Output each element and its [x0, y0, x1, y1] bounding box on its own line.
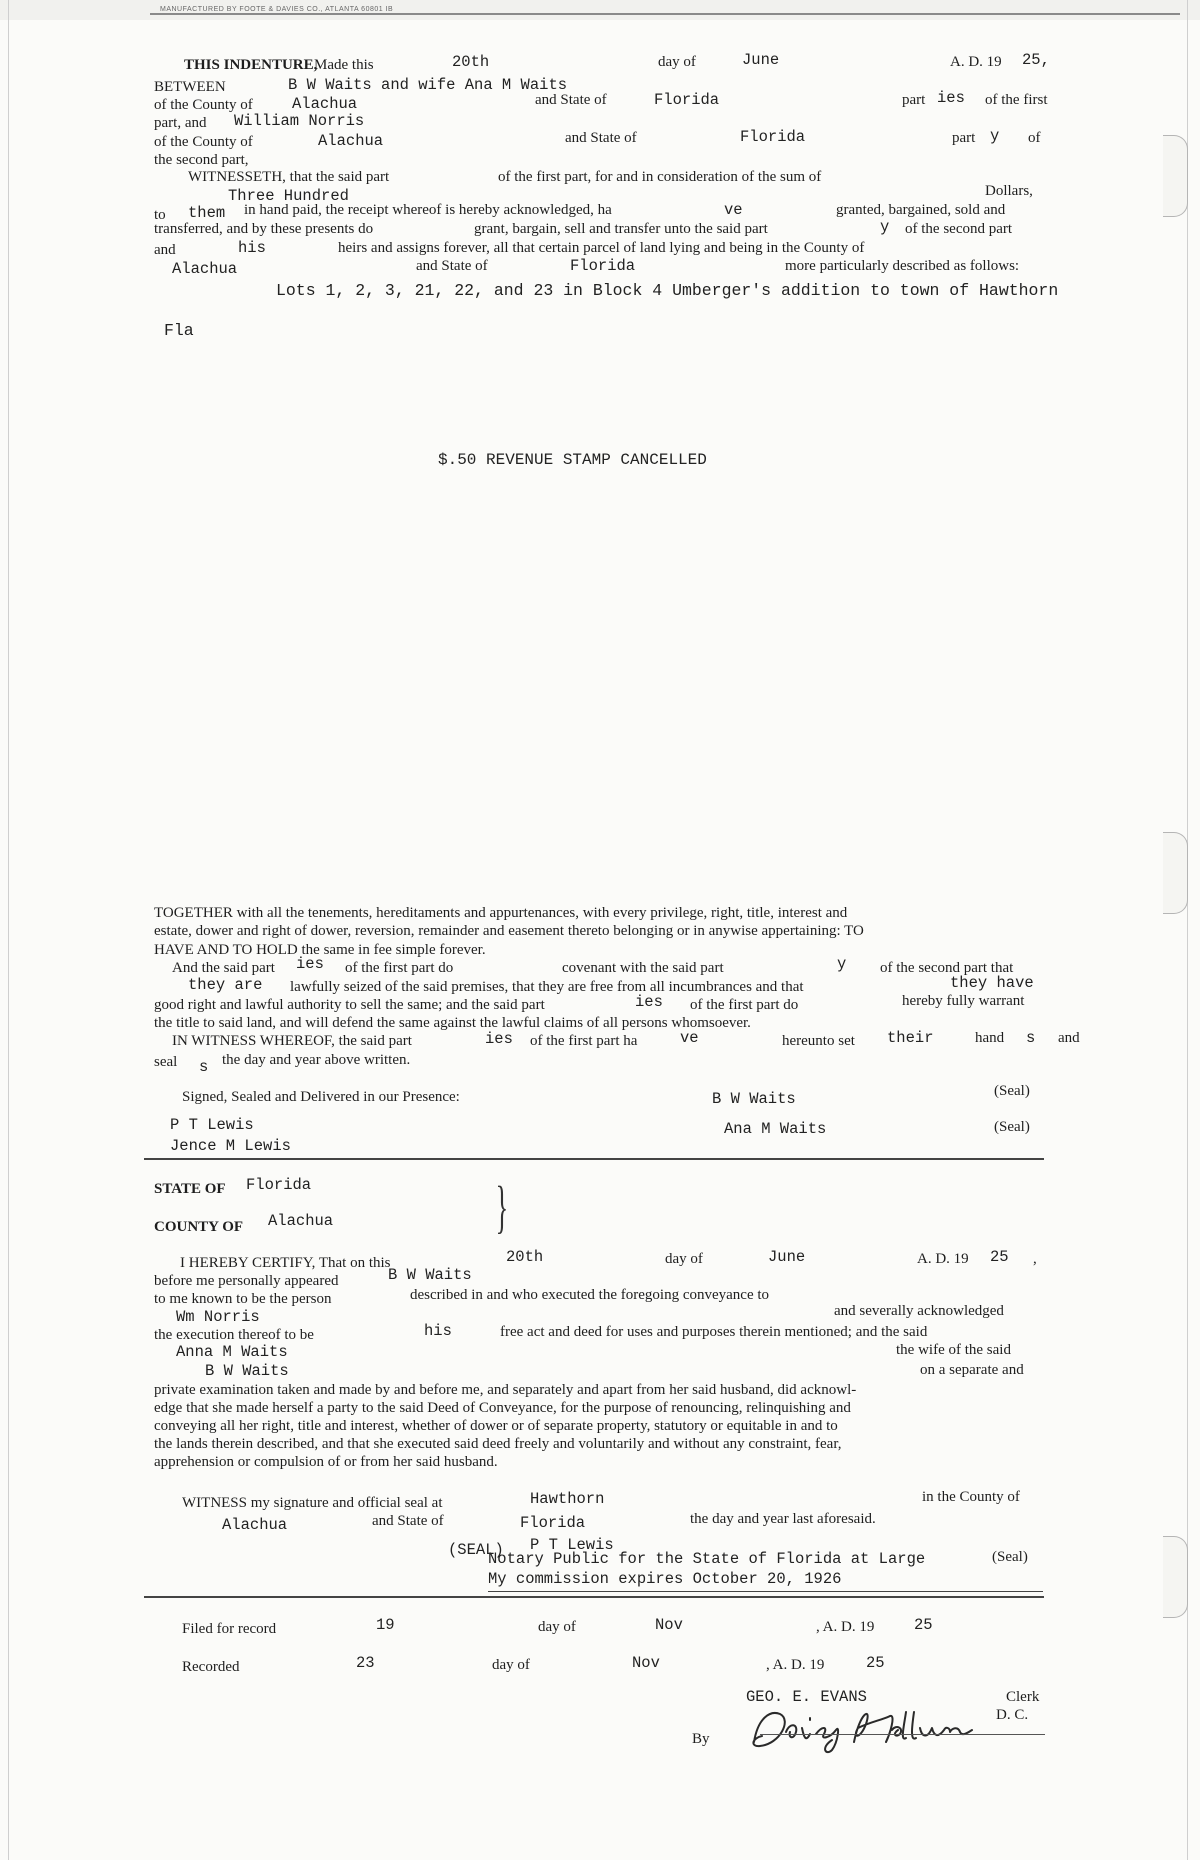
covenant-c: covenant with the said part: [562, 960, 724, 976]
ve-text: ve: [724, 201, 743, 219]
party-suffix-y: y: [990, 127, 1000, 145]
deed-year: 25,: [1022, 51, 1050, 69]
recorded-day-of: day of: [492, 1657, 530, 1673]
seal-mark: (SEAL): [448, 1541, 504, 1559]
second-part-text-2: of the second part: [905, 221, 1013, 237]
witness-whereof-a: IN WITNESS WHEREOF, the said part: [172, 1033, 412, 1049]
ack-para-5: apprehension or compulsion of or from her said husband.: [154, 1454, 498, 1470]
execution-text: the execution thereof to be: [154, 1327, 314, 1343]
ack-para-4: the lands therein described, and that she executed said deed freely and voluntarily and without any constraint, fear,: [154, 1436, 842, 1452]
and-label: and: [154, 242, 176, 258]
good-right-text: good right and lawful authority to sell the same; and the said part: [154, 997, 545, 1013]
recorded-day: 23: [356, 1654, 375, 1672]
filed-year: 25: [914, 1616, 933, 1634]
signature-line: [760, 1734, 1045, 1735]
witness-county: Alachua: [222, 1516, 288, 1534]
by-label: By: [692, 1731, 710, 1747]
granted-text: granted, bargained, sold and: [836, 202, 1006, 218]
witness-seal-text: WITNESS my signature and official seal at: [182, 1495, 443, 1511]
executed-text: described in and who executed the foregoing conveyance to: [410, 1287, 770, 1303]
grantor-names: B W Waits and wife Ana M Waits: [288, 76, 568, 94]
ack-month: June: [768, 1248, 806, 1266]
free-act-text: free act and deed for uses and purposes therein mentioned; and the said: [500, 1324, 928, 1340]
habendum-line-1: TOGETHER with all the tenements, hereditaments and appurtenances, with every privilege, right, title, interest and: [154, 905, 848, 921]
his-text: his: [238, 239, 266, 257]
habendum-line-2: estate, dower and right of dower, reversion, remainder and easement thereto belonging or in anywise appertaining: TO: [154, 923, 864, 939]
section-divider: [144, 1158, 1044, 1160]
clerk-name: GEO. E. EVANS: [746, 1688, 867, 1706]
seal-label-2: (Seal): [994, 1119, 1030, 1135]
severally-text: and severally acknowledged: [834, 1303, 1004, 1319]
witnesseth-text: WITNESSETH, that the said part: [188, 169, 390, 185]
filed-label: Filed for record: [182, 1621, 277, 1637]
notary-seal-label: (Seal): [992, 1549, 1028, 1565]
recording-divider: [144, 1596, 1044, 1598]
signed-sealed-label: Signed, Sealed and Delivered in our Presence:: [182, 1089, 460, 1105]
y-text: y: [880, 218, 890, 236]
covenant-y: y: [837, 955, 847, 973]
state-of-label-3: and State of: [416, 258, 488, 274]
ack-year: 25: [990, 1248, 1009, 1266]
good-right-b: of the first part do: [690, 997, 799, 1013]
filed-month: Nov: [655, 1616, 683, 1634]
legal-description-cont: Fla: [164, 321, 194, 340]
deed-day: 20th: [452, 53, 490, 71]
ack-para-1: private examination taken and made by and before me, and separately and apart from her said husband, did acknowl-: [154, 1382, 857, 1398]
notary-underline: [488, 1591, 1043, 1592]
consideration-text: of the first part, for and in consideration of the sum of: [498, 169, 822, 185]
witness-whereof-c: hereunto set: [782, 1033, 855, 1049]
witness-state-of: and State of: [372, 1513, 444, 1529]
land-state: Florida: [570, 257, 636, 275]
witness-whereof-and: and: [1058, 1030, 1080, 1046]
signer-2: Ana M Waits: [724, 1120, 827, 1138]
binder-hole-icon: [1163, 135, 1188, 217]
covenant-d: of the second part that: [880, 960, 1014, 976]
ad-19-label: A. D. 19: [950, 54, 1002, 70]
legal-description: Lots 1, 2, 3, 21, 22, and 23 in Block 4 Umberger's addition to town of Hawthorn: [276, 281, 1059, 300]
defend-text: the title to said land, and will defend the same against the lawful claims of all persons whomsoever.: [154, 1015, 751, 1031]
clerk-label: Clerk: [1006, 1689, 1040, 1705]
recorded-month: Nov: [632, 1654, 660, 1672]
ack-day: 20th: [506, 1248, 544, 1266]
before-me-text: before me personally appeared: [154, 1273, 339, 1289]
good-right-ies: ies: [635, 993, 663, 1011]
notary-title: Notary Public for the State of Florida at Large: [488, 1550, 926, 1568]
state-of-label-2: and State of: [565, 130, 637, 146]
them-text: them: [188, 204, 226, 222]
receipt-text: in hand paid, the receipt whereof is hereby acknowledged, ha: [244, 202, 612, 218]
manufacturer-imprint: MANUFACTURED BY FOOTE & DAVIES CO., ATLANTA 60801 IB: [160, 6, 394, 13]
wife-name: Anna M Waits: [176, 1343, 288, 1361]
they-are-text: they are: [188, 976, 263, 994]
grantor-state: Florida: [654, 91, 720, 109]
signature-scribble-icon: [740, 1698, 1040, 1758]
witness-state: Florida: [520, 1514, 586, 1532]
deputy-clerk-signature: [740, 1698, 1040, 1763]
seal-s: s: [199, 1058, 209, 1076]
state-of-label: and State of: [535, 92, 607, 108]
ack-ad-19: A. D. 19: [917, 1251, 969, 1267]
ack-his: his: [424, 1322, 452, 1340]
they-have-text: they have: [950, 974, 1034, 992]
binder-hole-icon: [1163, 1536, 1188, 1618]
certify-text: I HEREBY CERTIFY, That on this: [180, 1255, 391, 1271]
husband-name: B W Waits: [205, 1362, 289, 1380]
ack-day-of: day of: [665, 1251, 703, 1267]
made-this-label: Made this: [314, 57, 374, 73]
commission-text: My commission expires October 20, 1926: [488, 1570, 842, 1588]
wife-of-text: the wife of the said: [896, 1342, 1011, 1358]
part-and-label: part, and: [154, 115, 207, 131]
recorded-year: 25: [866, 1654, 885, 1672]
deed-month: June: [742, 51, 780, 69]
seized-text: lawfully seized of the said premises, that they are free from all incumbrances and that: [290, 979, 804, 995]
witness-whereof-hand: hand: [975, 1030, 1005, 1046]
left-margin-line: [8, 0, 9, 1860]
witness-whereof-their: their: [887, 1029, 934, 1047]
consideration-amount: Three Hundred: [228, 187, 349, 205]
ack-state: Florida: [246, 1176, 312, 1194]
filed-ad-19: , A. D. 19: [816, 1619, 875, 1635]
of-label: of: [1028, 130, 1041, 146]
county-of-label-2: of the County of: [154, 134, 253, 150]
witness-whereof-ies: ies: [485, 1030, 513, 1048]
second-part-label: the second part,: [154, 152, 249, 168]
appeared-name: B W Waits: [388, 1266, 472, 1284]
habendum-line-3: HAVE AND TO HOLD the same in fee simple forever.: [154, 942, 486, 958]
witness-whereof-s: s: [1026, 1029, 1036, 1047]
indenture-title: THIS INDENTURE,: [184, 57, 318, 73]
transferred-text: transferred, and by these presents do: [154, 221, 374, 237]
part-label: part: [902, 92, 926, 108]
binder-hole-icon: [1163, 832, 1188, 914]
seal-label: seal: [154, 1054, 178, 1070]
warrant-text: hereby fully warrant: [902, 993, 1025, 1009]
witness-1: P T Lewis: [170, 1116, 254, 1134]
state-of-label: STATE OF: [154, 1181, 226, 1197]
of-the-first-label: of the first: [985, 92, 1048, 108]
dollars-label: Dollars,: [985, 183, 1033, 199]
covenant-a: And the said part: [172, 960, 275, 976]
party-suffix-ies: ies: [937, 89, 965, 107]
in-county-of-text: in the County of: [922, 1489, 1020, 1505]
filed-day-of: day of: [538, 1619, 576, 1635]
grantee-state: Florida: [740, 128, 806, 146]
seal-label-1: (Seal): [994, 1083, 1030, 1099]
to-label: to: [154, 207, 166, 223]
between-label: BETWEEN: [154, 79, 226, 95]
day-of-label: day of: [658, 54, 696, 70]
page-top-strip: [0, 0, 1200, 20]
recorded-label: Recorded: [182, 1659, 240, 1675]
grantor-county: Alachua: [292, 95, 358, 113]
top-rule: [150, 13, 1180, 15]
day-year-last-text: the day and year last aforesaid.: [690, 1511, 876, 1527]
county-of-label: of the County of: [154, 97, 253, 113]
part-label-2: part: [952, 130, 976, 146]
witness-whereof-b: of the first part ha: [530, 1033, 638, 1049]
place-name: Hawthorn: [530, 1490, 605, 1508]
covenant-ies: ies: [296, 955, 324, 973]
grantee-county: Alachua: [318, 132, 384, 150]
county-of-label-ack: COUNTY OF: [154, 1219, 244, 1235]
signer-1: B W Waits: [712, 1090, 796, 1108]
ack-county: Alachua: [268, 1212, 334, 1230]
ack-grantee: Wm Norris: [176, 1308, 260, 1326]
described-text: more particularly described as follows:: [785, 258, 1020, 274]
day-year-text: the day and year above written.: [222, 1052, 411, 1068]
grantee-name: William Norris: [234, 112, 365, 130]
notary-name: P T Lewis: [530, 1536, 614, 1554]
heirs-text: heirs and assigns forever, all that certain parcel of land lying and being in the County of: [338, 240, 865, 256]
ack-comma: ,: [1033, 1251, 1037, 1267]
known-text: to me known to be the person: [154, 1291, 332, 1307]
separate-text: on a separate and: [920, 1362, 1024, 1378]
filed-day: 19: [376, 1616, 395, 1634]
brace-icon: }: [495, 1174, 509, 1239]
revenue-stamp-note: $.50 REVENUE STAMP CANCELLED: [438, 451, 707, 469]
ack-para-3: conveying all her right, title and interest, whether of dower or of separate property, statutory or equitable in and to: [154, 1418, 838, 1434]
witness-2: Jence M Lewis: [170, 1137, 291, 1155]
dc-label: D. C.: [996, 1707, 1029, 1723]
witness-whereof-ve: ve: [680, 1029, 699, 1047]
recorded-ad-19: , A. D. 19: [766, 1657, 825, 1673]
ack-para-2: edge that she made herself a party to the said Deed of Conveyance, for the purpose of renouncing, relinquishing and: [154, 1400, 851, 1416]
land-county: Alachua: [172, 260, 238, 278]
covenant-b: of the first part do: [345, 960, 454, 976]
transfer-text: grant, bargain, sell and transfer unto the said part: [474, 221, 768, 237]
